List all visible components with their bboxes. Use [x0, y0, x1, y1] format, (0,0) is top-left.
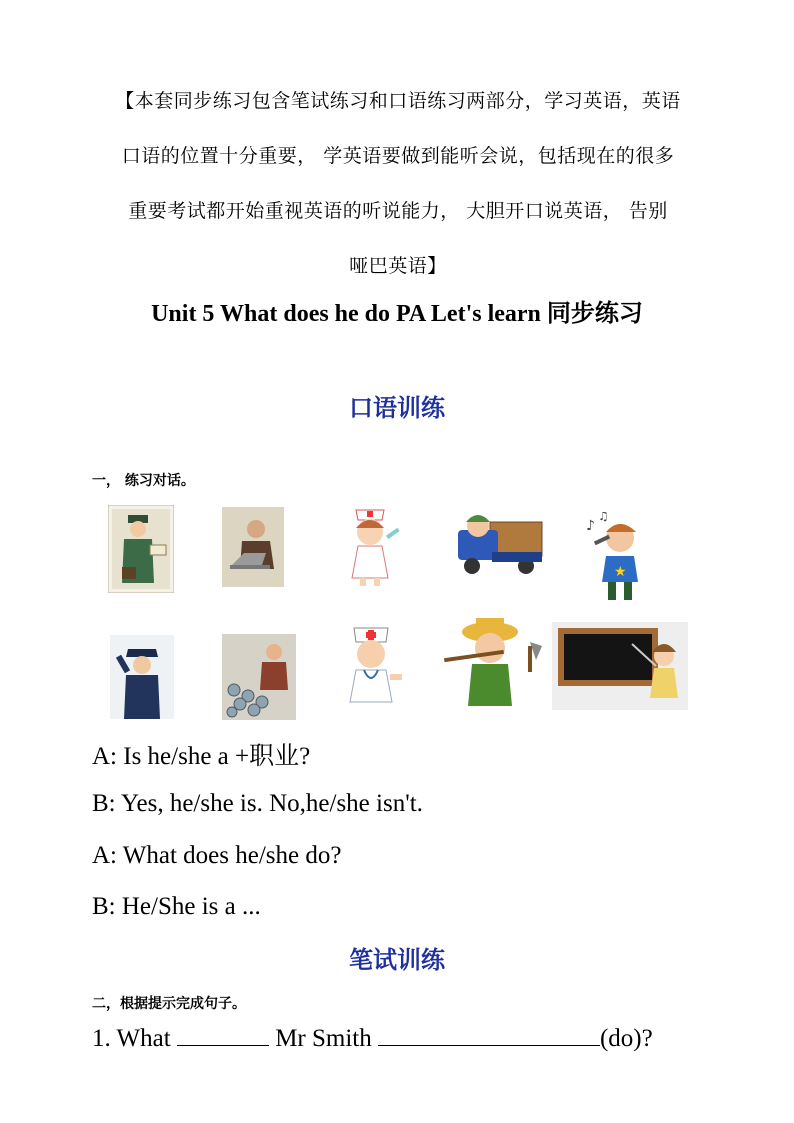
intro-line-1: 【本套同步练习包含笔试练习和口语练习两部分，学习英语，英语	[115, 90, 681, 112]
exercise-item-1	[92, 1025, 653, 1053]
written-section-title: 笔试训练	[349, 946, 445, 974]
exercise-item-1-part2: Mr Smith	[275, 1025, 372, 1052]
dialogue-line-3: A: What does he/she do?	[92, 842, 342, 869]
exercise-blank-2[interactable]	[378, 1025, 600, 1046]
intro-line-4: 哑巴英语】	[349, 255, 447, 277]
page-title: Unit 5 What does he do PA Let's learn 同步练习	[151, 301, 643, 327]
truck-driver-picture	[452, 508, 546, 578]
businessman-picture	[222, 507, 284, 587]
singer-picture	[580, 512, 658, 602]
farmer-picture	[444, 612, 548, 712]
dialogue-line-2: B: Yes, he/she is. No,he/she isn't.	[92, 790, 423, 817]
nurse-picture	[334, 502, 406, 588]
dialogue-line-4: B: He/She is a ...	[92, 893, 261, 920]
intro-paragraph	[88, 74, 708, 294]
svg-text:★: ★	[614, 564, 627, 580]
police-officer-picture	[110, 635, 174, 719]
exercise-blank-1[interactable]	[177, 1025, 269, 1046]
exercise-item-1-part1: 1. What	[92, 1025, 171, 1052]
oral-section-title: 口语训练	[349, 394, 445, 422]
exercise-item-1-part3: (do)?	[599, 1025, 653, 1052]
oral-question-heading: 一， 练习对话。	[92, 473, 195, 489]
written-question-heading: 二，根据提示完成句子。	[92, 996, 246, 1012]
doctor-picture	[336, 620, 410, 712]
intro-line-3: 重要考试都开始重视英语的听说能力， 大胆开口说英语， 告别	[128, 200, 668, 222]
factory-worker-picture	[222, 634, 296, 720]
postman-picture	[108, 505, 174, 593]
svg-text:♫: ♫	[598, 512, 609, 523]
intro-line-2: 口语的位置十分重要， 学英语要做到能听会说，包括现在的很多	[121, 145, 675, 167]
dialogue-line-1: A: Is he/she a +职业?	[92, 743, 311, 770]
teacher-picture	[552, 622, 688, 710]
svg-text:♪: ♪	[586, 518, 595, 534]
